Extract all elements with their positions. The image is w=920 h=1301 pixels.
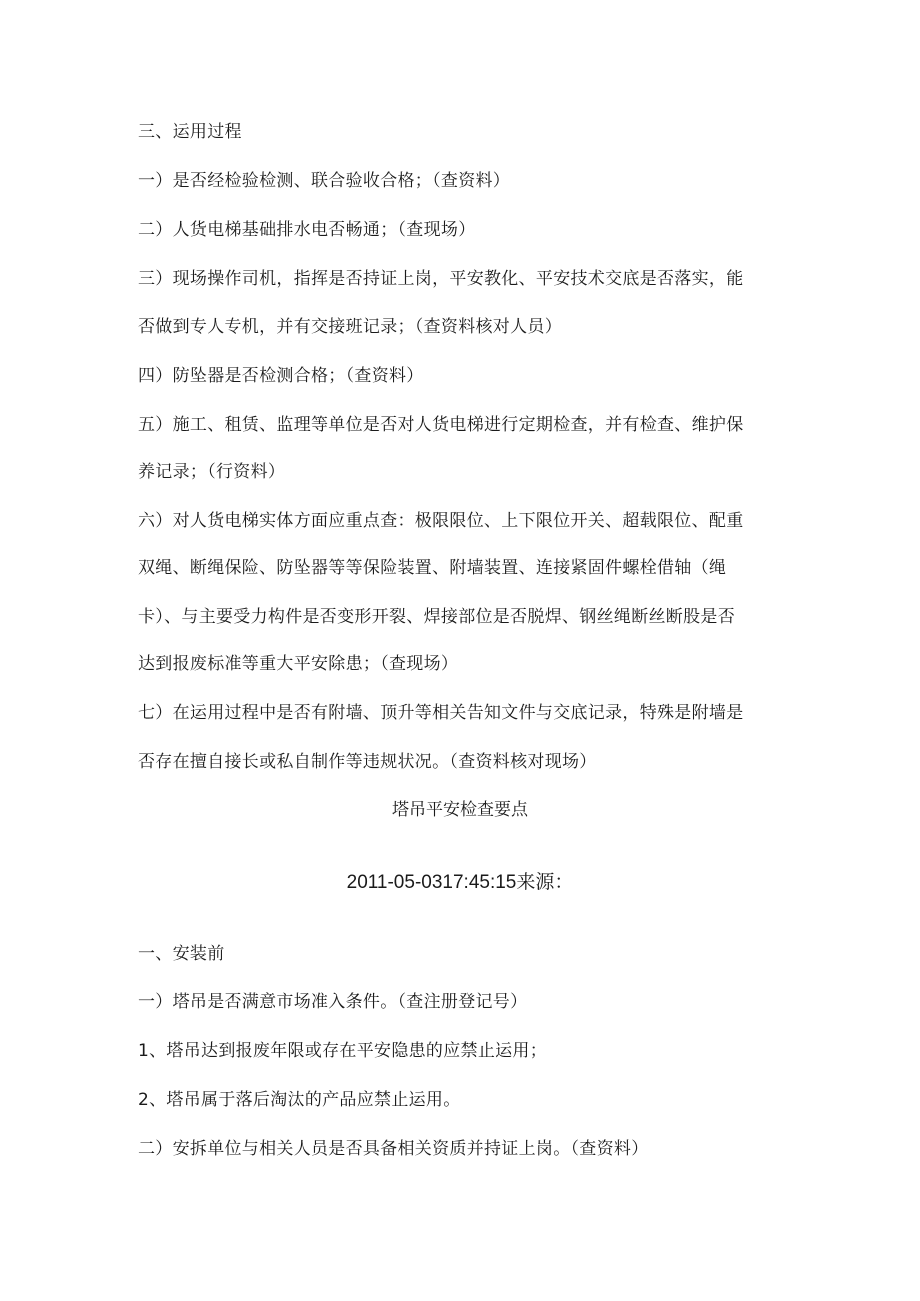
paragraph-line: 卡）、与主要受力构件是否变形开裂、焊接部位是否脱焊、钢丝绳断丝断股是否 <box>138 607 735 627</box>
paragraph-line: 否做到专人专机，并有交接班记录；（查资料核对人员） <box>138 317 562 337</box>
paragraph-line: 二）安拆单位与相关人员是否具备相关资质并持证上岗。（查资料） <box>138 1139 649 1159</box>
paragraph-line: 达到报废标准等重大平安除患；（查现场） <box>138 654 459 674</box>
paragraph-line: 四）防坠器是否检测合格；（查资料） <box>138 366 424 386</box>
paragraph-line: 六）对人货电梯实体方面应重点查：极限限位、上下限位开关、超载限位、配重 <box>138 511 744 531</box>
paragraph-line: 双绳、断绳保险、防坠器等等保险装置、附墙装置、连接紧固件螺栓借轴（绳 <box>138 558 727 578</box>
paragraph-line: 三）现场操作司机，指挥是否持证上岗，平安教化、平安技术交底是否落实，能 <box>138 269 744 289</box>
date-source-line: 2011-05-0317:45:15来源： <box>346 872 574 893</box>
section-heading-install: 一、安装前 <box>138 944 225 964</box>
section-title: 塔吊平安检查要点 <box>392 800 528 820</box>
paragraph-line: 一）是否经检验检测、联合验收合格；（查资料） <box>138 171 511 191</box>
section-heading-usage: 三、运用过程 <box>138 122 242 142</box>
paragraph-line: 1、塔吊达到报废年限或存在平安隐患的应禁止运用； <box>138 1041 548 1061</box>
paragraph-line: 一）塔吊是否满意市场准入条件。（查注册登记号） <box>138 992 528 1012</box>
paragraph-line: 养记录；（行资料） <box>138 462 286 482</box>
paragraph-line: 二）人货电梯基础排水电否畅通；（查现场） <box>138 220 476 240</box>
paragraph-line: 七）在运用过程中是否有附墙、顶升等相关告知文件与交底记录，特殊是附墙是 <box>138 703 744 723</box>
paragraph-line: 否存在擅自接长或私自制作等违规状况。（查资料核对现场） <box>138 752 597 772</box>
paragraph-line: 2、塔吊属于落后淘汰的产品应禁止运用。 <box>138 1090 461 1110</box>
paragraph-line: 五）施工、租赁、监理等单位是否对人货电梯进行定期检查，并有检查、维护保 <box>138 415 744 435</box>
